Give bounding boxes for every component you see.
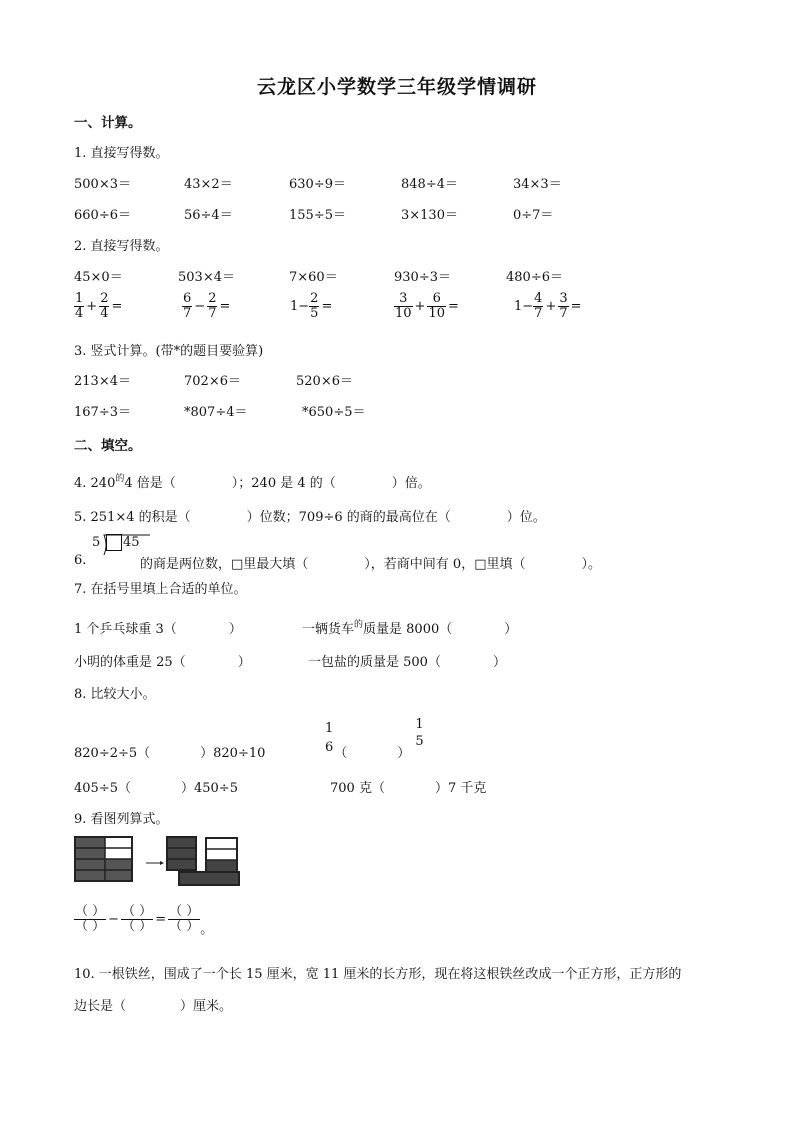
equals: = [570,299,582,315]
q2-label: 2. 直接写得数。 [74,239,169,254]
q7-part: 一辆货车 [302,622,355,637]
q3-label: 3. 竖式计算。(带*的题目要验算) [74,344,264,359]
fraction [414,718,424,749]
q3-item: 213×4＝ [74,374,131,389]
q10-part: 边长是（ [74,999,127,1014]
q6-part: ）。 [581,557,601,572]
operator: − [194,299,206,315]
q6-part: 的商是两位数，□里最大填（ [140,557,309,572]
q3-item: 167÷3＝ [74,405,131,420]
q7-item-c [74,651,251,670]
q1-label: 1. 直接写得数。 [74,146,169,161]
q8-part: 405÷5（ [74,781,131,796]
q1-item: 56÷4＝ [184,208,233,223]
q2-fraction-a [74,292,124,322]
dividend-digits: 45 [123,535,140,550]
q9-label: 9. 看图列算式。 [74,812,169,827]
denominator-blank: （ ） [122,919,153,934]
q7-part: ） [237,655,251,670]
page-title: 云龙区小学数学三年级学情调研 [256,76,537,98]
numerator: 1 [325,721,334,737]
q10-line-2 [74,995,232,1014]
numerator: 3 [559,291,568,306]
numerator: 1 [415,717,424,733]
q1-item: 500×3＝ [74,177,131,192]
q1-item: 43×2＝ [184,177,233,192]
denominator: 6 [325,739,334,755]
q8-part: 820÷2÷5（ [74,746,151,761]
q5-text [74,506,546,525]
q7-part: 1 个乒乓球重 3（ [74,622,177,637]
fraction [99,292,109,322]
q8-part: ） [397,746,411,761]
numerator: 6 [432,291,441,306]
denominator: 10 [428,306,445,322]
q8-part: ）7 千克 [434,781,487,796]
equals: = [111,299,123,315]
fraction [533,292,543,322]
fraction [182,292,192,322]
operator: + [414,299,426,315]
q8-part: ）820÷10 [200,746,266,761]
q7-part: ） [492,655,506,670]
q7-item-d [308,651,506,670]
whole-number: 1− [290,299,310,315]
q3-item: 702×6＝ [184,374,241,389]
fraction-blank[interactable] [74,905,106,935]
q4-part: 4 倍是（ [124,476,176,491]
q3-item: *807÷4＝ [184,405,248,420]
q8-item-b [324,716,425,761]
section-1-heading: 一、计算。 [74,115,142,131]
q1-item: 3×130＝ [401,208,458,223]
q8-label: 8. 比较大小。 [74,687,156,702]
q4-superscript: 的 [115,474,125,484]
fraction [427,292,446,322]
operator: + [545,299,557,315]
q2-item: 7×60＝ [289,270,338,285]
q7-part: 小明的体重是 25（ [74,655,186,670]
q2-item: 503×4＝ [178,270,235,285]
q7-part: ） [504,622,518,637]
equals: = [155,912,167,927]
q7-item-b [302,618,517,637]
q2-fraction-c [290,292,334,322]
q8-item-a [74,742,265,761]
q4-part: 4. 240 [74,476,116,491]
q1-item: 630÷9＝ [289,177,346,192]
numerator-blank: （ ） [75,903,106,919]
q7-label: 7. 在括号里填上合适的单位。 [74,582,247,597]
q1-item: 155÷5＝ [289,208,346,223]
fraction [207,292,217,322]
blank-box-icon [106,534,122,551]
numerator: 6 [183,291,192,306]
q2-item: 930÷3＝ [394,270,451,285]
q2-item: 45×0＝ [74,270,123,285]
numerator-blank: （ ） [122,903,153,919]
operator: + [86,299,98,315]
q2-fraction-d [394,292,461,322]
operator: − [108,912,120,927]
q8-item-d [330,777,486,796]
numerator: 2 [208,291,217,306]
equals: = [448,299,459,315]
q9-expression [74,902,213,937]
fraction-blank[interactable] [168,905,200,935]
denominator: 10 [395,306,412,322]
denominator: 4 [75,306,84,322]
fraction [394,292,413,322]
q8-item-c [74,777,238,796]
q1-item: 848÷4＝ [401,177,458,192]
q8-part: 700 克（ [330,781,385,796]
q7-superscript: 的 [354,620,364,630]
q4-text [74,472,431,491]
denominator: 7 [208,306,217,322]
fraction [309,292,319,322]
divisor: 5 [92,535,101,550]
q5-part: 5. 251×4 的积是（ [74,510,191,525]
q3-item: 520×6＝ [296,374,353,389]
numerator: 1 [75,291,84,306]
q8-part: ）450÷5 [180,781,238,796]
denominator-blank: （ ） [169,919,200,934]
q2-fraction-e [514,292,584,322]
q4-part: ）倍。 [391,476,431,491]
q7-part: 质量是 8000（ [363,622,453,637]
whole-number: 1− [514,299,534,315]
q10-line-1: 10. 一根铁丝，围成了一个长 15 厘米，宽 11 厘米的长方形，现在将这根铁丝改成一个正方形，正方形的 [74,967,682,982]
fraction [324,722,334,755]
numerator: 3 [399,291,408,306]
equals: = [321,299,333,315]
denominator: 7 [559,306,568,322]
fraction [74,292,84,322]
denominator: 4 [100,306,109,322]
q8-part: （ [334,746,348,761]
equals: = [219,299,231,315]
denominator-blank: （ ） [75,919,106,934]
q4-part: ）；240 是 4 的（ [231,476,336,491]
denominator: 5 [415,733,424,749]
q6-text [140,553,601,572]
q5-part: ）位。 [506,510,546,525]
denominator: 7 [534,306,543,322]
denominator: 7 [183,306,192,322]
period: 。 [200,922,214,937]
numerator: 2 [100,291,109,306]
fraction-blank[interactable] [121,905,153,935]
q10-part: ）厘米。 [180,999,233,1014]
q5-part: ）位数；709÷6 的商的最高位在（ [246,510,451,525]
numerator: 4 [534,291,543,306]
section-2-heading: 二、填空。 [74,438,142,454]
numerator-blank: （ ） [169,903,200,919]
q7-part: 一包盐的质量是 500（ [308,655,441,670]
q6-part: ），若商中间有 0，□里填（ [364,557,526,572]
q2-item: 480÷6＝ [506,270,563,285]
q3-item: *650÷5＝ [302,405,366,420]
q2-fraction-b [182,292,232,322]
denominator: 5 [310,306,319,322]
q1-item: 0÷7＝ [513,208,554,223]
fraction-picture-icon [74,836,242,888]
q1-item: 660÷6＝ [74,208,131,223]
q1-item: 34×3＝ [513,177,562,192]
q7-part: ） [228,622,242,637]
q7-item-a [74,618,242,637]
fraction [558,292,568,322]
q6-number: 6. [74,553,87,568]
numerator: 2 [310,291,319,306]
